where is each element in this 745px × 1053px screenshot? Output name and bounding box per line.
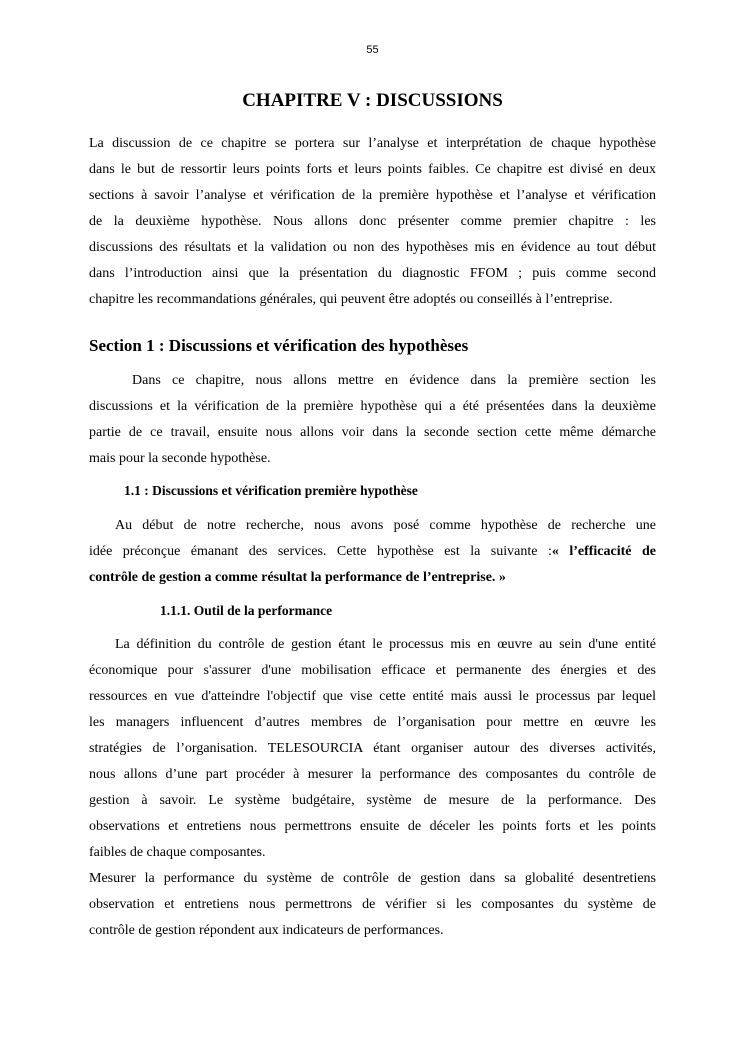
paragraph-line: observations et entretiens nous permettrons ensuite de déceler les points forts et les points [89, 819, 656, 834]
paragraph-line [89, 565, 656, 591]
paragraph-line: ressources en vue d'atteindre l'objectif que vise cette entité mais aussi le processus par lequel [89, 689, 656, 704]
paragraph-line: Dans ce chapitre, nous allons mettre en évidence dans la première section les [132, 373, 656, 388]
paragraph-line: contrôle de gestion répondent aux indicateurs de performances. [89, 923, 444, 938]
hypothesis-paragraph [89, 513, 656, 591]
paragraph-line: sections à savoir l’analyse et vérification de la première hypothèse et l’analyse et vérification [89, 188, 656, 203]
paragraph-line: gestion à savoir. Le système budgétaire, système de mesure de la performance. Des [89, 793, 656, 808]
paragraph-line: les managers influencent d’autres membres de l’organisation pour mettre en œuvre les [89, 715, 656, 730]
page-number: 55 [366, 44, 379, 56]
paragraph-line: partie de ce travail, ensuite nous allons voir dans la seconde section cette même démarche [89, 425, 656, 440]
paragraph-line: nous allons d’une part procéder à mesurer la performance des composantes du contrôle de [89, 767, 656, 782]
hypothesis-quote-start: « l’efficacité de [551, 544, 656, 559]
paragraph-line: dans l’introduction ainsi que la présentation du diagnostic FFOM ; puis comme second [89, 266, 656, 281]
measure-paragraph [89, 866, 656, 944]
hypothesis-quote-end: contrôle de gestion a comme résultat la performance de l’entreprise. » [89, 570, 506, 585]
paragraph-line: observation et entretiens nous permettrons de vérifier si les composantes du système de [89, 897, 656, 912]
paragraph-line: de la deuxième hypothèse. Nous allons donc présenter comme premier chapitre : les [89, 214, 656, 229]
intro-paragraph [89, 131, 656, 313]
paragraph-line: mais pour la seconde hypothèse. [89, 451, 271, 466]
definition-paragraph [89, 632, 656, 866]
paragraph-line: économique pour s'assurer d'une mobilisation efficace et permanente des énergies et des [89, 663, 656, 678]
paragraph-line: La définition du contrôle de gestion étant le processus mis en œuvre au sein d'une entité [115, 637, 656, 652]
paragraph-line: dans le but de ressortir leurs points forts et leurs points faibles. Ce chapitre est divisé en deux [89, 162, 656, 177]
section-title: Section 1 : Discussions et vérification des hypothèses [89, 336, 469, 355]
paragraph-line: faibles de chaque composantes. [89, 845, 266, 860]
paragraph-line: Mesurer la performance du système de contrôle de gestion dans sa globalité desentretiens [89, 871, 656, 886]
paragraph-line: La discussion de ce chapitre se portera sur l’analyse et interprétation de chaque hypothèse [89, 136, 656, 151]
paragraph-line: discussions des résultats et la validation ou non des hypothèses mis en évidence au tout début [89, 240, 656, 255]
paragraph-line: stratégies de l’organisation. TELESOURCIA étant organiser autour des diverses activités, [89, 741, 656, 756]
paragraph-line [89, 539, 656, 565]
section-paragraph [89, 368, 656, 472]
paragraph-line: discussions et la vérification de la première hypothèse qui a été présentées dans la deuxième [89, 399, 656, 414]
chapter-title: CHAPITRE V : DISCUSSIONS [242, 90, 503, 111]
paragraph-line: Au début de notre recherche, nous avons posé comme hypothèse de recherche une [115, 518, 656, 533]
paragraph-line: chapitre les recommandations générales, qui peuvent être adoptés ou conseillés à l’entreprise. [89, 292, 613, 307]
subsection-title-1-1: 1.1 : Discussions et vérification première hypothèse [124, 483, 418, 498]
hypothesis-intro-text: idée préconçue émanant des services. Cette hypothèse est la suivante : [89, 544, 552, 559]
subsection-title-1-1-1: 1.1.1. Outil de la performance [160, 603, 333, 618]
